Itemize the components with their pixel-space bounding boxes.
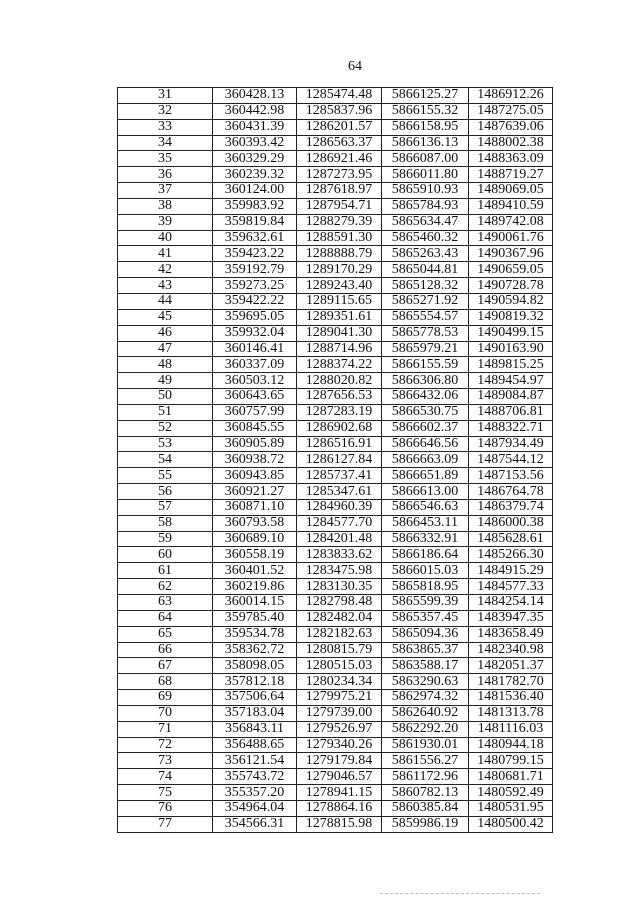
point-number-cell: 35 — [118, 151, 213, 167]
value-3-cell: 5866453.11 — [382, 515, 469, 531]
point-number-cell: 65 — [118, 626, 213, 642]
value-4-cell: 1486000.38 — [469, 515, 553, 531]
value-3-cell: 5866155.59 — [382, 357, 469, 373]
table-row — [118, 198, 553, 214]
value-1-cell: 360428.13 — [213, 88, 297, 104]
value-4-cell: 1483658.49 — [469, 626, 553, 642]
point-number-cell: 70 — [118, 705, 213, 721]
value-1-cell: 359983.92 — [213, 198, 297, 214]
value-1-cell: 359695.05 — [213, 309, 297, 325]
table-row — [118, 246, 553, 262]
value-2-cell: 1283833.62 — [297, 547, 382, 563]
table-row — [118, 293, 553, 309]
value-4-cell: 1489742.08 — [469, 214, 553, 230]
point-number-cell: 73 — [118, 753, 213, 769]
value-3-cell: 5866602.37 — [382, 420, 469, 436]
point-number-cell: 57 — [118, 499, 213, 515]
value-3-cell: 5866087.00 — [382, 151, 469, 167]
point-number-cell: 42 — [118, 262, 213, 278]
value-4-cell: 1489410.59 — [469, 198, 553, 214]
value-3-cell: 5861556.27 — [382, 753, 469, 769]
value-2-cell: 1289115.65 — [297, 293, 382, 309]
table-row — [118, 674, 553, 690]
value-3-cell: 5865599.39 — [382, 595, 469, 611]
point-number-cell: 75 — [118, 785, 213, 801]
table-row — [118, 262, 553, 278]
table-row — [118, 610, 553, 626]
table-row — [118, 389, 553, 405]
value-4-cell: 1490659.05 — [469, 262, 553, 278]
table-row — [118, 816, 553, 832]
point-number-cell: 76 — [118, 800, 213, 816]
point-number-cell: 68 — [118, 674, 213, 690]
value-2-cell: 1289351.61 — [297, 309, 382, 325]
point-number-cell: 77 — [118, 816, 213, 832]
point-number-cell: 50 — [118, 389, 213, 405]
value-2-cell: 1288591.30 — [297, 230, 382, 246]
value-3-cell: 5863290.63 — [382, 674, 469, 690]
value-3-cell: 5865778.53 — [382, 325, 469, 341]
value-4-cell: 1489069.05 — [469, 183, 553, 199]
table-row — [118, 642, 553, 658]
value-1-cell: 357812.18 — [213, 674, 297, 690]
point-number-cell: 59 — [118, 531, 213, 547]
point-number-cell: 72 — [118, 737, 213, 753]
table-row — [118, 753, 553, 769]
table-row — [118, 88, 553, 104]
point-number-cell: 51 — [118, 404, 213, 420]
value-2-cell: 1286563.37 — [297, 135, 382, 151]
table-row — [118, 151, 553, 167]
value-4-cell: 1488363.09 — [469, 151, 553, 167]
value-4-cell: 1485628.61 — [469, 531, 553, 547]
point-number-cell: 52 — [118, 420, 213, 436]
value-4-cell: 1487639.06 — [469, 119, 553, 135]
coordinates-table — [117, 87, 553, 833]
value-4-cell: 1490728.78 — [469, 278, 553, 294]
value-4-cell: 1484915.29 — [469, 563, 553, 579]
value-2-cell: 1283475.98 — [297, 563, 382, 579]
table-row — [118, 658, 553, 674]
value-4-cell: 1487275.05 — [469, 103, 553, 119]
value-1-cell: 360124.00 — [213, 183, 297, 199]
value-2-cell: 1289243.40 — [297, 278, 382, 294]
value-1-cell: 354964.04 — [213, 800, 297, 816]
value-4-cell: 1480500.42 — [469, 816, 553, 832]
value-4-cell: 1488002.38 — [469, 135, 553, 151]
footer-line — [380, 893, 540, 894]
value-3-cell: 5866125.27 — [382, 88, 469, 104]
value-1-cell: 360219.86 — [213, 579, 297, 595]
value-3-cell: 5865271.92 — [382, 293, 469, 309]
value-4-cell: 1480592.49 — [469, 785, 553, 801]
point-number-cell: 41 — [118, 246, 213, 262]
value-2-cell: 1286921.46 — [297, 151, 382, 167]
value-3-cell: 5866530.75 — [382, 404, 469, 420]
point-number-cell: 67 — [118, 658, 213, 674]
table-row — [118, 278, 553, 294]
value-1-cell: 357506.64 — [213, 690, 297, 706]
value-3-cell: 5865044.81 — [382, 262, 469, 278]
value-2-cell: 1280515.03 — [297, 658, 382, 674]
table-row — [118, 452, 553, 468]
table-row — [118, 690, 553, 706]
table-row — [118, 119, 553, 135]
value-1-cell: 360757.99 — [213, 404, 297, 420]
value-2-cell: 1278815.98 — [297, 816, 382, 832]
value-2-cell: 1282182.63 — [297, 626, 382, 642]
value-4-cell: 1490367.96 — [469, 246, 553, 262]
value-4-cell: 1484577.33 — [469, 579, 553, 595]
value-4-cell: 1489454.97 — [469, 373, 553, 389]
value-4-cell: 1480531.95 — [469, 800, 553, 816]
value-4-cell: 1488706.81 — [469, 404, 553, 420]
value-1-cell: 360442.98 — [213, 103, 297, 119]
point-number-cell: 71 — [118, 721, 213, 737]
value-2-cell: 1288020.82 — [297, 373, 382, 389]
value-1-cell: 359785.40 — [213, 610, 297, 626]
value-1-cell: 360401.52 — [213, 563, 297, 579]
value-3-cell: 5866011.80 — [382, 167, 469, 183]
value-3-cell: 5862292.20 — [382, 721, 469, 737]
point-number-cell: 48 — [118, 357, 213, 373]
value-1-cell: 360689.10 — [213, 531, 297, 547]
value-2-cell: 1287656.53 — [297, 389, 382, 405]
value-4-cell: 1481116.03 — [469, 721, 553, 737]
table-row — [118, 420, 553, 436]
value-2-cell: 1282482.04 — [297, 610, 382, 626]
value-4-cell: 1490819.32 — [469, 309, 553, 325]
value-2-cell: 1288374.22 — [297, 357, 382, 373]
value-1-cell: 360146.41 — [213, 341, 297, 357]
table-row — [118, 547, 553, 563]
value-1-cell: 359422.22 — [213, 293, 297, 309]
value-2-cell: 1278941.15 — [297, 785, 382, 801]
value-3-cell: 5865979.21 — [382, 341, 469, 357]
value-2-cell: 1279046.57 — [297, 769, 382, 785]
value-3-cell: 5865460.32 — [382, 230, 469, 246]
value-3-cell: 5862640.92 — [382, 705, 469, 721]
value-1-cell: 360329.29 — [213, 151, 297, 167]
value-1-cell: 359534.78 — [213, 626, 297, 642]
value-1-cell: 355357.20 — [213, 785, 297, 801]
table-row — [118, 309, 553, 325]
value-4-cell: 1485266.30 — [469, 547, 553, 563]
point-number-cell: 55 — [118, 468, 213, 484]
table-row — [118, 436, 553, 452]
value-3-cell: 5863865.37 — [382, 642, 469, 658]
value-4-cell: 1481782.70 — [469, 674, 553, 690]
value-4-cell: 1486379.74 — [469, 499, 553, 515]
page-number: 64 — [348, 59, 362, 74]
value-1-cell: 360905.89 — [213, 436, 297, 452]
value-4-cell: 1483947.35 — [469, 610, 553, 626]
value-4-cell: 1490594.82 — [469, 293, 553, 309]
value-3-cell: 5865818.95 — [382, 579, 469, 595]
table-row — [118, 341, 553, 357]
value-1-cell: 359819.84 — [213, 214, 297, 230]
value-2-cell: 1285347.61 — [297, 484, 382, 500]
table-row — [118, 737, 553, 753]
point-number-cell: 39 — [118, 214, 213, 230]
value-4-cell: 1480944.18 — [469, 737, 553, 753]
value-3-cell: 5866332.91 — [382, 531, 469, 547]
point-number-cell: 69 — [118, 690, 213, 706]
value-4-cell: 1480681.71 — [469, 769, 553, 785]
value-1-cell: 359273.25 — [213, 278, 297, 294]
table-row — [118, 183, 553, 199]
value-3-cell: 5866158.95 — [382, 119, 469, 135]
table-row — [118, 579, 553, 595]
point-number-cell: 44 — [118, 293, 213, 309]
value-4-cell: 1486912.26 — [469, 88, 553, 104]
value-1-cell: 360793.58 — [213, 515, 297, 531]
point-number-cell: 53 — [118, 436, 213, 452]
point-number-cell: 49 — [118, 373, 213, 389]
value-3-cell: 5865910.93 — [382, 183, 469, 199]
value-3-cell: 5861930.01 — [382, 737, 469, 753]
value-1-cell: 360337.09 — [213, 357, 297, 373]
value-1-cell: 360938.72 — [213, 452, 297, 468]
point-number-cell: 36 — [118, 167, 213, 183]
value-2-cell: 1286127.84 — [297, 452, 382, 468]
value-3-cell: 5865634.47 — [382, 214, 469, 230]
value-4-cell: 1482340.98 — [469, 642, 553, 658]
value-3-cell: 5866613.00 — [382, 484, 469, 500]
table-row — [118, 626, 553, 642]
table-row — [118, 135, 553, 151]
value-1-cell: 360239.32 — [213, 167, 297, 183]
value-1-cell: 360871.10 — [213, 499, 297, 515]
value-3-cell: 5860782.13 — [382, 785, 469, 801]
value-2-cell: 1279739.00 — [297, 705, 382, 721]
table-row — [118, 230, 553, 246]
value-1-cell: 359932.04 — [213, 325, 297, 341]
value-2-cell: 1285737.41 — [297, 468, 382, 484]
value-2-cell: 1283130.35 — [297, 579, 382, 595]
table-row — [118, 595, 553, 611]
point-number-cell: 60 — [118, 547, 213, 563]
value-1-cell: 360921.27 — [213, 484, 297, 500]
value-3-cell: 5866663.09 — [382, 452, 469, 468]
value-3-cell: 5866646.56 — [382, 436, 469, 452]
value-2-cell: 1287954.71 — [297, 198, 382, 214]
value-2-cell: 1289041.30 — [297, 325, 382, 341]
table-body — [118, 88, 553, 833]
value-1-cell: 360943.85 — [213, 468, 297, 484]
point-number-cell: 34 — [118, 135, 213, 151]
value-4-cell: 1490061.76 — [469, 230, 553, 246]
value-2-cell: 1286516.91 — [297, 436, 382, 452]
value-1-cell: 356843.11 — [213, 721, 297, 737]
value-2-cell: 1287273.95 — [297, 167, 382, 183]
point-number-cell: 40 — [118, 230, 213, 246]
value-2-cell: 1289170.29 — [297, 262, 382, 278]
table-row — [118, 484, 553, 500]
value-3-cell: 5859986.19 — [382, 816, 469, 832]
value-2-cell: 1287618.97 — [297, 183, 382, 199]
table-row — [118, 404, 553, 420]
point-number-cell: 46 — [118, 325, 213, 341]
value-3-cell: 5862974.32 — [382, 690, 469, 706]
value-3-cell: 5866136.13 — [382, 135, 469, 151]
table-row — [118, 563, 553, 579]
value-1-cell: 360845.55 — [213, 420, 297, 436]
value-1-cell: 354566.31 — [213, 816, 297, 832]
value-2-cell: 1288279.39 — [297, 214, 382, 230]
value-2-cell: 1288888.79 — [297, 246, 382, 262]
value-1-cell: 356121.54 — [213, 753, 297, 769]
point-number-cell: 66 — [118, 642, 213, 658]
value-2-cell: 1278864.16 — [297, 800, 382, 816]
value-2-cell: 1285474.48 — [297, 88, 382, 104]
point-number-cell: 45 — [118, 309, 213, 325]
point-number-cell: 33 — [118, 119, 213, 135]
value-4-cell: 1484254.14 — [469, 595, 553, 611]
value-3-cell: 5860385.84 — [382, 800, 469, 816]
value-3-cell: 5866015.03 — [382, 563, 469, 579]
value-3-cell: 5865554.57 — [382, 309, 469, 325]
point-number-cell: 47 — [118, 341, 213, 357]
value-2-cell: 1279340.26 — [297, 737, 382, 753]
value-1-cell: 360393.42 — [213, 135, 297, 151]
point-number-cell: 64 — [118, 610, 213, 626]
value-3-cell: 5866651.89 — [382, 468, 469, 484]
value-3-cell: 5866155.32 — [382, 103, 469, 119]
point-number-cell: 62 — [118, 579, 213, 595]
table-row — [118, 531, 553, 547]
value-2-cell: 1286201.57 — [297, 119, 382, 135]
value-2-cell: 1287283.19 — [297, 404, 382, 420]
table-row — [118, 357, 553, 373]
value-3-cell: 5863588.17 — [382, 658, 469, 674]
value-4-cell: 1488322.71 — [469, 420, 553, 436]
table-row — [118, 373, 553, 389]
table-row — [118, 103, 553, 119]
value-1-cell: 355743.72 — [213, 769, 297, 785]
value-3-cell: 5865094.36 — [382, 626, 469, 642]
value-1-cell: 358362.72 — [213, 642, 297, 658]
point-number-cell: 74 — [118, 769, 213, 785]
value-3-cell: 5866186.64 — [382, 547, 469, 563]
value-4-cell: 1490499.15 — [469, 325, 553, 341]
value-2-cell: 1284577.70 — [297, 515, 382, 531]
value-4-cell: 1481536.40 — [469, 690, 553, 706]
value-4-cell: 1489084.87 — [469, 389, 553, 405]
value-2-cell: 1286902.68 — [297, 420, 382, 436]
table-row — [118, 705, 553, 721]
value-1-cell: 360558.19 — [213, 547, 297, 563]
value-2-cell: 1280815.79 — [297, 642, 382, 658]
point-number-cell: 31 — [118, 88, 213, 104]
value-1-cell: 360643.65 — [213, 389, 297, 405]
value-3-cell: 5861172.96 — [382, 769, 469, 785]
point-number-cell: 56 — [118, 484, 213, 500]
value-1-cell: 359192.79 — [213, 262, 297, 278]
table-row — [118, 721, 553, 737]
value-4-cell: 1480799.15 — [469, 753, 553, 769]
value-2-cell: 1279975.21 — [297, 690, 382, 706]
value-4-cell: 1488719.27 — [469, 167, 553, 183]
value-2-cell: 1282798.48 — [297, 595, 382, 611]
point-number-cell: 38 — [118, 198, 213, 214]
value-3-cell: 5865128.32 — [382, 278, 469, 294]
value-2-cell: 1284201.48 — [297, 531, 382, 547]
table-row — [118, 800, 553, 816]
table-row — [118, 214, 553, 230]
value-1-cell: 359632.61 — [213, 230, 297, 246]
value-2-cell: 1288714.96 — [297, 341, 382, 357]
value-2-cell: 1279526.97 — [297, 721, 382, 737]
value-4-cell: 1481313.78 — [469, 705, 553, 721]
point-number-cell: 54 — [118, 452, 213, 468]
value-1-cell: 358098.05 — [213, 658, 297, 674]
value-4-cell: 1487153.56 — [469, 468, 553, 484]
table-row — [118, 167, 553, 183]
value-2-cell: 1280234.34 — [297, 674, 382, 690]
table-row — [118, 769, 553, 785]
table-row — [118, 468, 553, 484]
value-4-cell: 1487544.12 — [469, 452, 553, 468]
value-3-cell: 5866306.80 — [382, 373, 469, 389]
value-2-cell: 1279179.84 — [297, 753, 382, 769]
point-number-cell: 32 — [118, 103, 213, 119]
point-number-cell: 58 — [118, 515, 213, 531]
value-1-cell: 356488.65 — [213, 737, 297, 753]
point-number-cell: 43 — [118, 278, 213, 294]
point-number-cell: 63 — [118, 595, 213, 611]
value-1-cell: 359423.22 — [213, 246, 297, 262]
value-1-cell: 360431.39 — [213, 119, 297, 135]
value-4-cell: 1489815.25 — [469, 357, 553, 373]
value-4-cell: 1486764.78 — [469, 484, 553, 500]
table-row — [118, 515, 553, 531]
value-1-cell: 360503.12 — [213, 373, 297, 389]
value-3-cell: 5865784.93 — [382, 198, 469, 214]
value-2-cell: 1285837.96 — [297, 103, 382, 119]
value-4-cell: 1487934.49 — [469, 436, 553, 452]
point-number-cell: 37 — [118, 183, 213, 199]
table-row — [118, 499, 553, 515]
value-4-cell: 1490163.90 — [469, 341, 553, 357]
value-3-cell: 5866432.06 — [382, 389, 469, 405]
value-3-cell: 5865357.45 — [382, 610, 469, 626]
value-4-cell: 1482051.37 — [469, 658, 553, 674]
table-row — [118, 325, 553, 341]
value-1-cell: 357183.04 — [213, 705, 297, 721]
table-row — [118, 785, 553, 801]
point-number-cell: 61 — [118, 563, 213, 579]
value-2-cell: 1284960.39 — [297, 499, 382, 515]
value-1-cell: 360014.15 — [213, 595, 297, 611]
value-3-cell: 5865263.43 — [382, 246, 469, 262]
value-3-cell: 5866546.63 — [382, 499, 469, 515]
